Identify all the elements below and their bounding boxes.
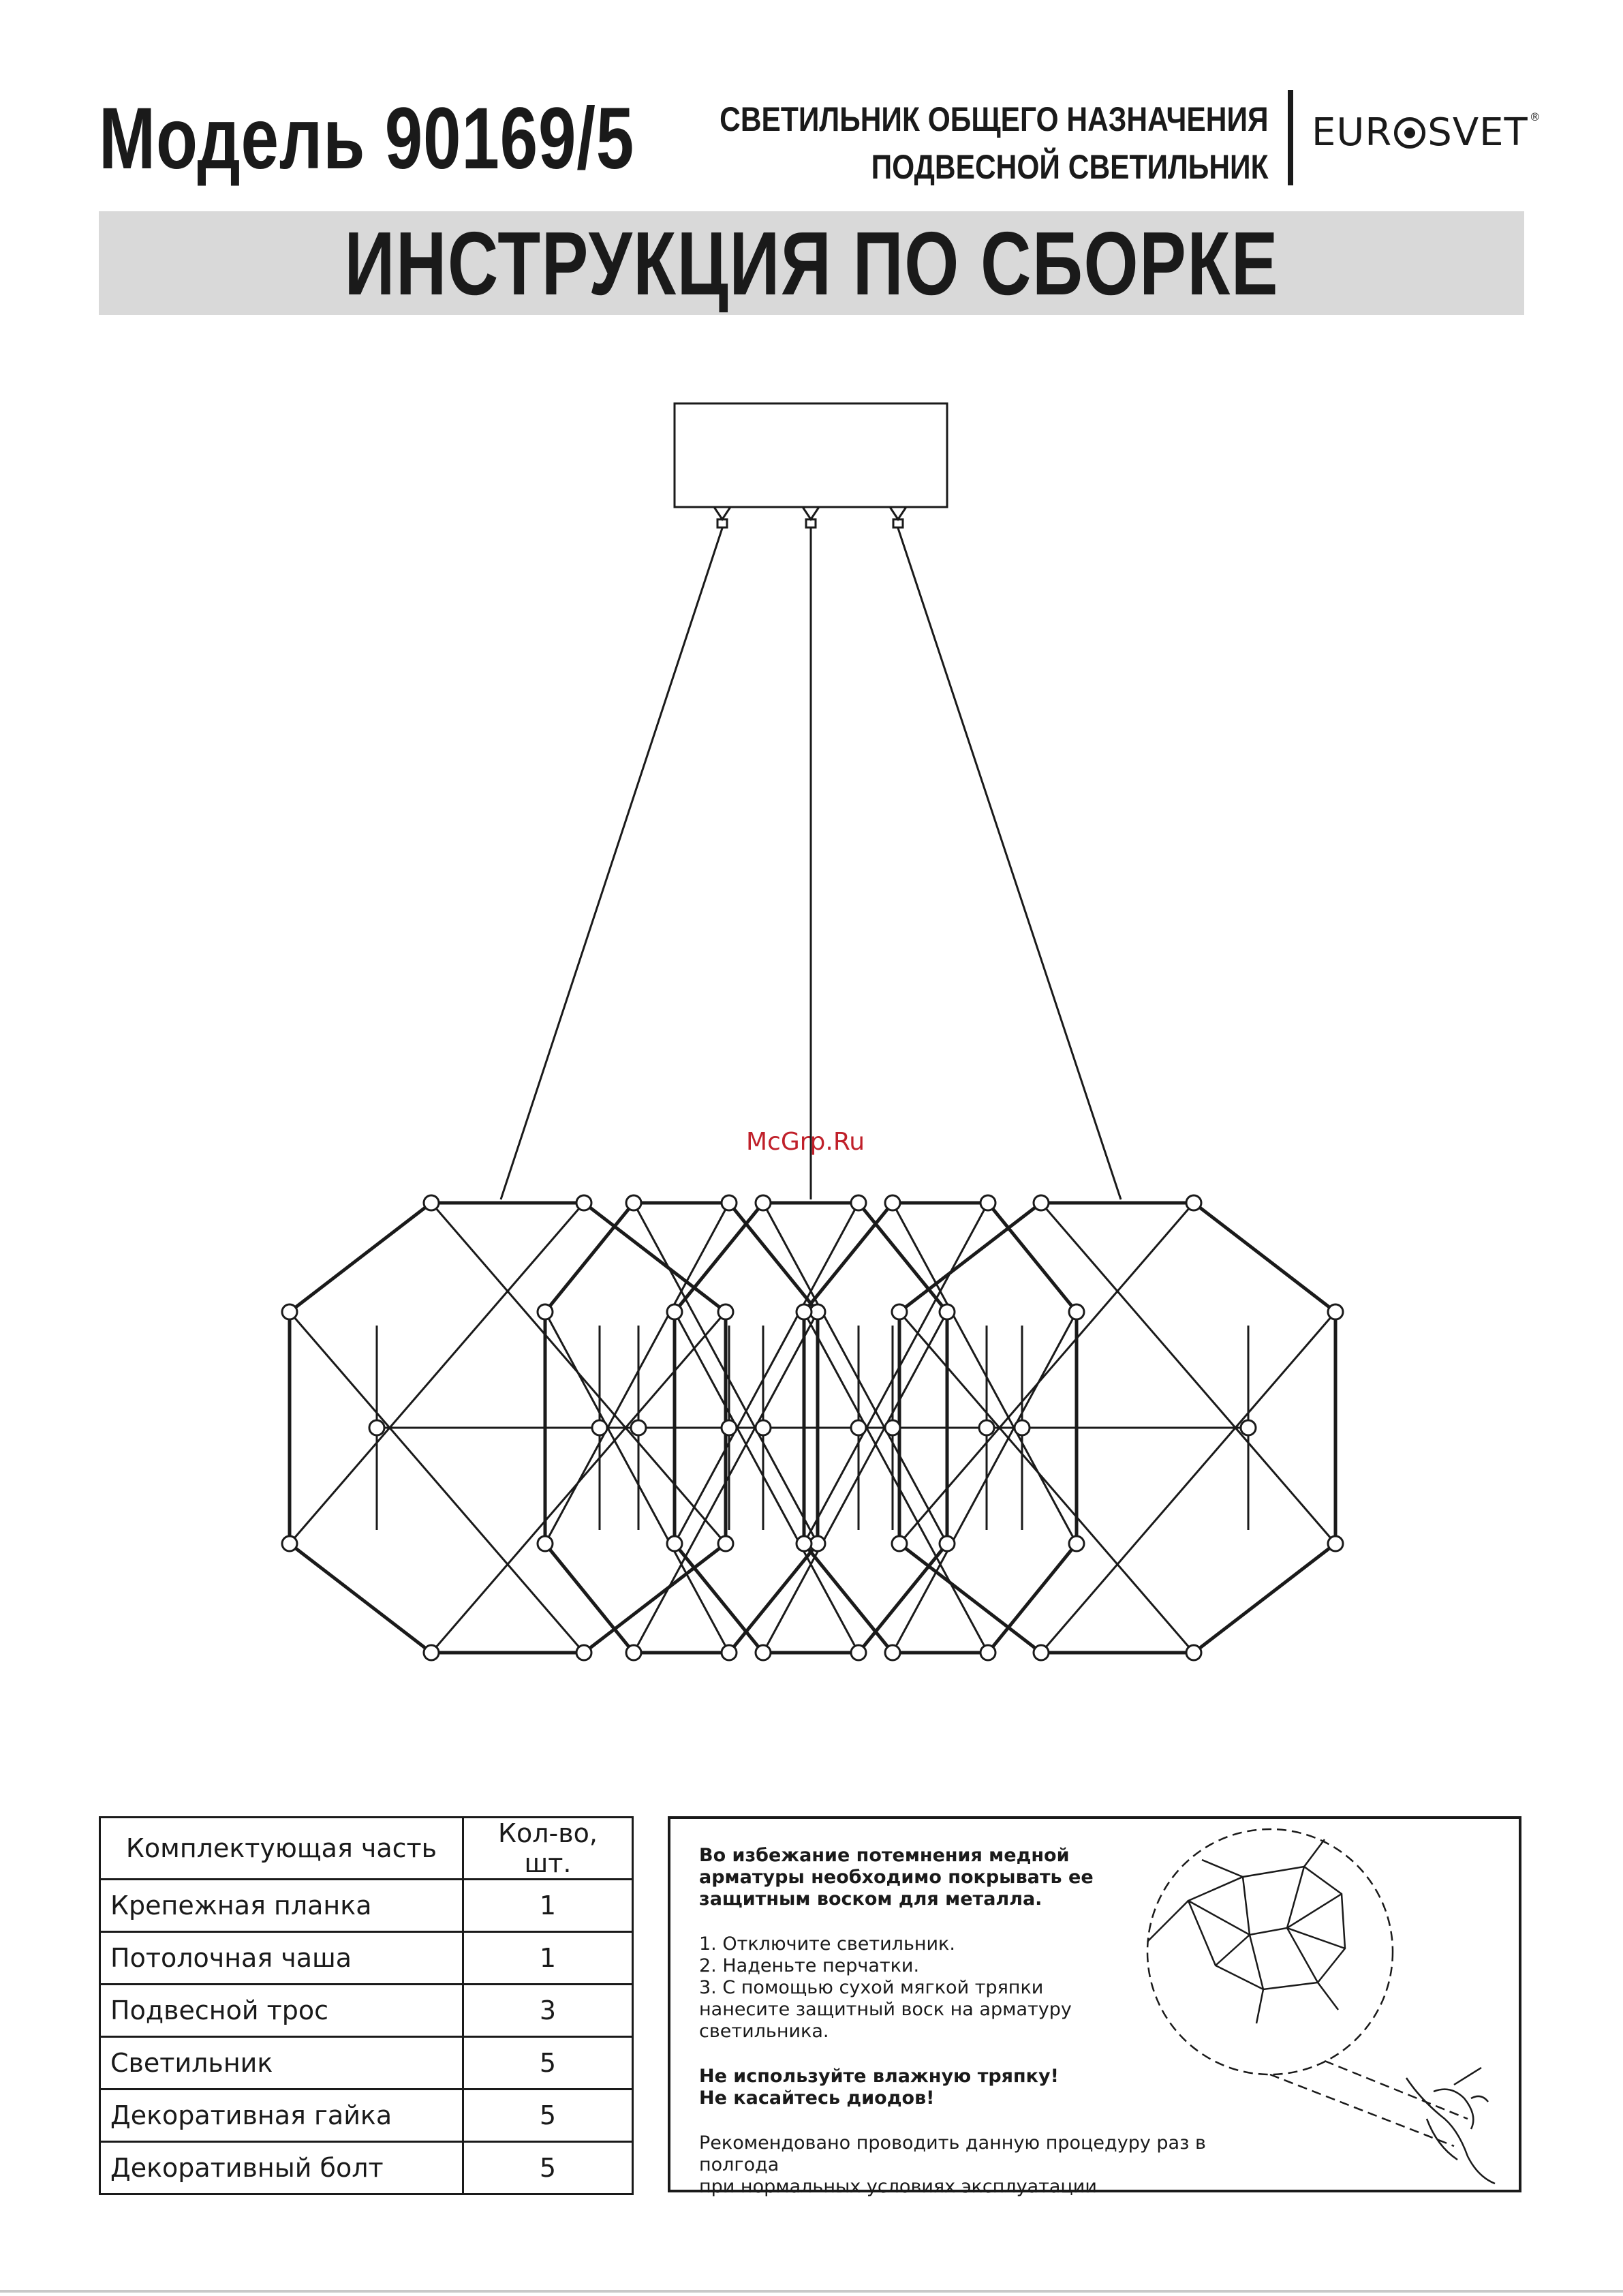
joint-node bbox=[1328, 1304, 1343, 1319]
joint-node bbox=[1015, 1420, 1030, 1435]
joint-node bbox=[722, 1645, 737, 1660]
ceiling-canopy bbox=[675, 403, 947, 507]
part-name: Крепежная планка bbox=[100, 1880, 463, 1932]
joint-node bbox=[940, 1304, 955, 1319]
banner-title: ИНСТРУКЦИЯ ПО СБОРКЕ bbox=[344, 213, 1279, 313]
joint-node bbox=[369, 1420, 384, 1435]
page-bottom-rule bbox=[0, 2290, 1623, 2293]
model-title: Модель 90169/5 bbox=[99, 90, 635, 187]
part-qty: 5 bbox=[463, 2037, 633, 2090]
joint-node bbox=[980, 1645, 995, 1660]
table-row bbox=[100, 1932, 633, 1985]
brand-o-icon bbox=[1394, 117, 1425, 149]
joint-node bbox=[282, 1304, 297, 1319]
joint-node bbox=[722, 1195, 737, 1210]
category-text bbox=[720, 95, 1269, 191]
step-1: 1. Отключите светильник. bbox=[699, 1933, 955, 1955]
joint-node bbox=[1241, 1420, 1256, 1435]
joint-node bbox=[885, 1420, 900, 1435]
joint-node bbox=[631, 1420, 646, 1435]
warning-line-1: Во избежание потемнения медной bbox=[699, 1845, 1070, 1866]
joint-node bbox=[1186, 1645, 1201, 1660]
category-line-2: ПОДВЕСНОЙ СВЕТИЛЬНИК bbox=[871, 148, 1269, 186]
brand-text-right: SVET bbox=[1427, 110, 1528, 155]
part-qty: 5 bbox=[463, 2090, 633, 2142]
step-2: 2. Наденьте перчатки. bbox=[699, 1955, 920, 1976]
cable-fitting-left bbox=[714, 507, 730, 527]
joint-node bbox=[424, 1195, 439, 1210]
brand-text-left: EUR bbox=[1312, 110, 1393, 155]
chandelier-drawing bbox=[0, 382, 1623, 1717]
joint-node bbox=[1034, 1645, 1049, 1660]
cable-left bbox=[501, 528, 722, 1199]
part-qty: 1 bbox=[463, 1932, 633, 1985]
joint-node bbox=[885, 1195, 900, 1210]
joint-node bbox=[722, 1420, 737, 1435]
joint-node bbox=[667, 1536, 682, 1551]
joint-node bbox=[756, 1645, 771, 1660]
joint-node bbox=[576, 1195, 591, 1210]
joint-node bbox=[718, 1536, 733, 1551]
header-part: Комплектующая часть bbox=[100, 1818, 463, 1880]
caution-line-2: Не касайтесь диодов! bbox=[699, 2087, 935, 2109]
joint-node bbox=[538, 1536, 553, 1551]
table-row bbox=[100, 2037, 633, 2090]
detail-circle bbox=[1147, 1829, 1393, 2075]
warning-line-3: защитным воском для металла. bbox=[699, 1888, 1042, 1910]
watermark: McGrp.Ru bbox=[746, 1128, 865, 1156]
step-3a: 3. С помощью сухой мягкой тряпки bbox=[699, 1977, 1044, 1998]
brand-logo bbox=[1312, 110, 1541, 155]
joint-node bbox=[756, 1420, 771, 1435]
joint-node bbox=[1069, 1536, 1084, 1551]
joint-node bbox=[797, 1304, 812, 1319]
parts-table-header bbox=[100, 1818, 633, 1880]
joint-node bbox=[592, 1420, 607, 1435]
part-name: Декоративная гайка bbox=[100, 2090, 463, 2142]
joint-node bbox=[1328, 1536, 1343, 1551]
joint-node bbox=[538, 1304, 553, 1319]
part-qty: 5 bbox=[463, 2142, 633, 2194]
joint-node bbox=[851, 1195, 866, 1210]
joint-node bbox=[576, 1645, 591, 1660]
header-qty: Кол-во, шт. bbox=[463, 1818, 633, 1880]
joint-node bbox=[980, 1195, 995, 1210]
leader-line bbox=[1270, 2075, 1454, 2146]
parts-table bbox=[99, 1816, 634, 2195]
joint-node bbox=[1034, 1195, 1049, 1210]
joint-node bbox=[282, 1536, 297, 1551]
joint-node bbox=[892, 1304, 907, 1319]
part-qty: 1 bbox=[463, 1880, 633, 1932]
care-note bbox=[668, 1816, 1521, 2197]
joint-node bbox=[756, 1195, 771, 1210]
step-3b: нанесите защитный воск на арматуру bbox=[699, 1999, 1072, 2020]
recommend-line-1: Рекомендовано проводить данную процедуру раз в полгода bbox=[699, 2132, 1206, 2175]
joint-node bbox=[851, 1645, 866, 1660]
joint-node bbox=[1069, 1304, 1084, 1319]
joint-node bbox=[885, 1645, 900, 1660]
joint-node bbox=[718, 1304, 733, 1319]
step-3c: светильника. bbox=[699, 2021, 829, 2042]
table-row bbox=[100, 1880, 633, 1932]
joint-node bbox=[667, 1304, 682, 1319]
table-row bbox=[100, 2142, 633, 2194]
care-illustration bbox=[670, 1819, 1524, 2195]
cable-fitting-right bbox=[890, 507, 906, 527]
category-line-1: СВЕТИЛЬНИК ОБЩЕГО НАЗНАЧЕНИЯ bbox=[720, 100, 1269, 138]
header-divider bbox=[1288, 90, 1293, 185]
part-name: Потолочная чаша bbox=[100, 1932, 463, 1985]
joint-node bbox=[626, 1645, 641, 1660]
joint-node bbox=[424, 1645, 439, 1660]
joint-node bbox=[892, 1536, 907, 1551]
joint-node bbox=[940, 1536, 955, 1551]
cable-right bbox=[898, 528, 1121, 1199]
frame-detail bbox=[1147, 1839, 1345, 2023]
joint-node bbox=[979, 1420, 994, 1435]
part-qty: 3 bbox=[463, 1985, 633, 2037]
recommend-line-2: при нормальных условиях эксплуатации. bbox=[699, 2176, 1103, 2197]
joint-node bbox=[797, 1536, 812, 1551]
cable-fitting-center bbox=[803, 507, 819, 527]
joint-node bbox=[626, 1195, 641, 1210]
part-name: Подвесной трос bbox=[100, 1985, 463, 2037]
caution-line-1: Не используйте влажную тряпку! bbox=[699, 2066, 1059, 2087]
hand-cloth-icon bbox=[1406, 2068, 1495, 2184]
registered-mark: ® bbox=[1529, 110, 1541, 123]
table-row bbox=[100, 2090, 633, 2142]
part-name: Светильник bbox=[100, 2037, 463, 2090]
joint-node bbox=[851, 1420, 866, 1435]
joint-node bbox=[1186, 1195, 1201, 1210]
warning-line-2: арматуры необходимо покрывать ее bbox=[699, 1867, 1094, 1888]
table-row bbox=[100, 1985, 633, 2037]
part-name: Декоративный болт bbox=[100, 2142, 463, 2194]
title-banner bbox=[99, 211, 1524, 315]
